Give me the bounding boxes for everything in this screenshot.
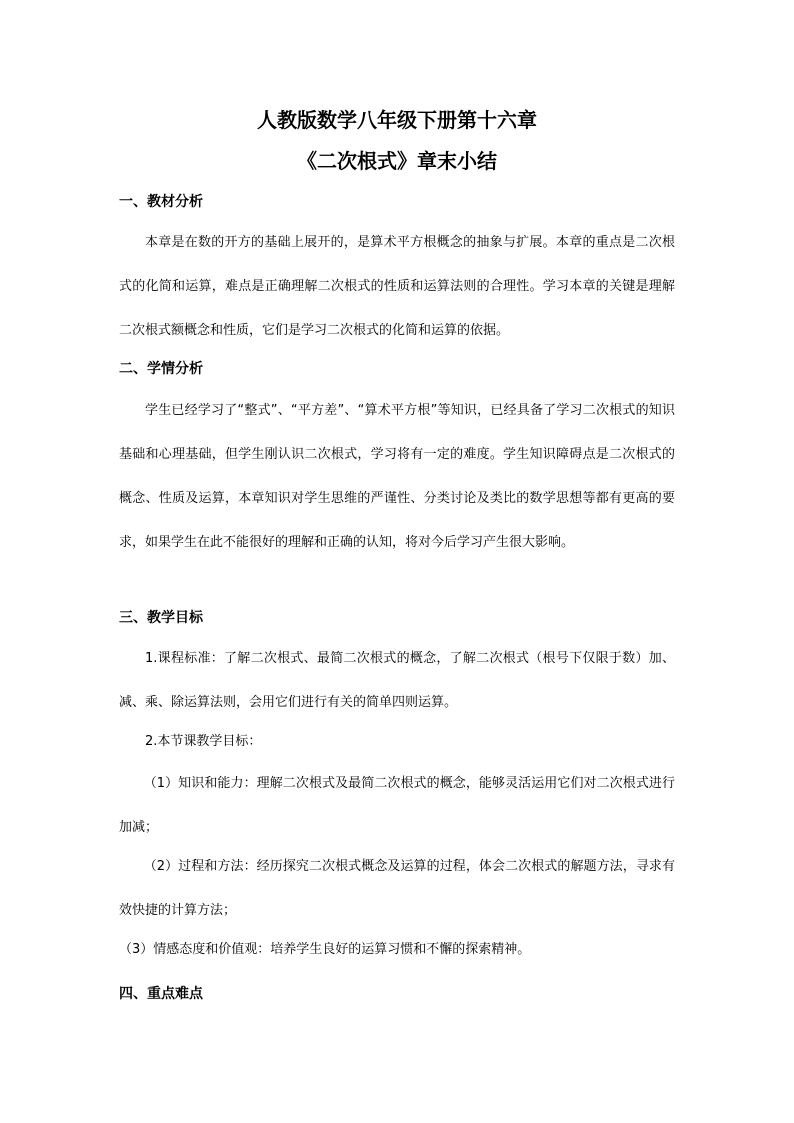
section-paragraph: 2.本节课教学目标：: [145, 734, 262, 749]
section-paragraph: 学生已经学习了“整式”、“平方差”、“算术平方根”等知识，已经具备了学习二次根式的知识基础和心理基础，但学生刚认识二次根式，学习将有一定的难度。学生知识障碍点是二次根式的概念、性质及运算，本章知识对学生思维的严谨性、分类讨论及类比的数学思想等都有更高的要求，如果学生在此不能很好的理解和正确的认知，将对今后学习产生很大影响。: [119, 403, 675, 550]
document-title-line1: 人教版数学八年级下册第十六章: [257, 108, 537, 132]
section-paragraph: （1）知识和能力：理解二次根式及最简二次根式的概念，能够灵活运用它们对二次根式进行加减；: [119, 776, 675, 835]
section-heading-student-analysis: 二、学情分析: [119, 361, 203, 377]
section-paragraph: 1.课程标准：了解二次根式、最简二次根式的概念，了解二次根式（根号下仅限于数）加、减、乘、除运算法则，会用它们进行有关的简单四则运算。: [119, 651, 675, 710]
section-heading-key-difficulties: 四、重点难点: [119, 986, 203, 1002]
section-heading-teaching-objectives: 三、教学目标: [119, 610, 203, 626]
document-title-line2: 《二次根式》章末小结: [297, 149, 497, 173]
section-paragraph: 本章是在数的开方的基础上展开的，是算术平方根概念的抽象与扩展。本章的重点是二次根式的化简和运算，难点是正确理解二次根式的性质和运算法则的合理性。学习本章的关键是理解二次根式额概念和性质，它们是学习二次根式的化简和运算的依据。: [119, 235, 675, 338]
section-paragraph: （2）过程和方法：经历探究二次根式概念及运算的过程，体会二次根式的解题方法，寻求有效快捷的计算方法；: [119, 859, 675, 918]
section-paragraph: （3）情感态度和价值观：培养学生良好的运算习惯和不懈的探索精神。: [119, 942, 531, 957]
section-heading-textbook-analysis: 一、教材分析: [119, 194, 203, 210]
